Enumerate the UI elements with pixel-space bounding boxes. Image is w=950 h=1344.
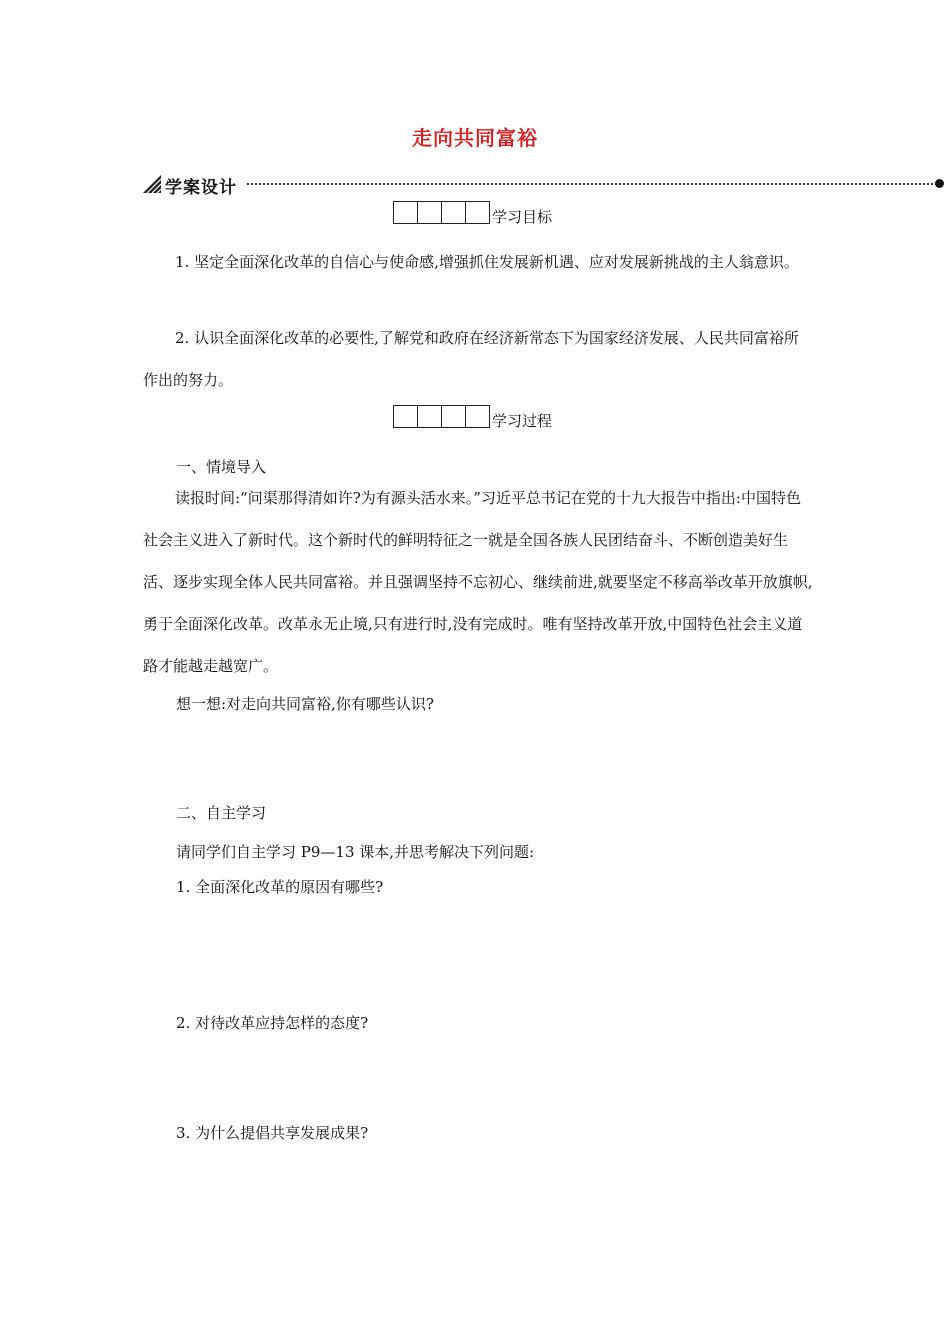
triangle-hatch-icon [143, 175, 161, 193]
self-study-intro: 请同学们自主学习 P9—13 课本,并思考解决下列问题: [176, 843, 535, 861]
objectives-heading [393, 200, 552, 224]
section-label: 学案设计 [165, 178, 237, 198]
section-header-bar [143, 172, 945, 198]
objective-item: 2. 认识全面深化改革的必要性,了解党和政府在经济新常态下为国家经济发展、人民共同富裕所作出的努力。 [143, 329, 799, 389]
heading-boxes [393, 201, 490, 224]
objective-item: 1. 坚定全面深化改革的自信心与使命感,增强抓住发展新机遇、应对发展新挑战的主人翁意识。 [175, 253, 799, 271]
question-item: 1. 全面深化改革的原因有哪些? [176, 878, 384, 896]
rule-end-dot [935, 179, 944, 188]
think-prompt: 想一想:对走向共同富裕,你有哪些认识? [176, 695, 434, 713]
part2-heading: 二、自主学习 [176, 804, 267, 822]
process-heading-text: 学习过程 [492, 412, 553, 430]
question-item: 2. 对待改革应持怎样的态度? [176, 1014, 369, 1032]
process-heading [393, 404, 552, 428]
heading-boxes [393, 405, 490, 428]
dotted-rule [247, 183, 937, 185]
reading-paragraph: 读报时间:“问渠那得清如许?为有源头活水来。”习近平总书记在党的十九大报告中指出:中国特色社会主义进入了新时代。这个新时代的鲜明特征之一就是全国各族人民团结奋斗、不断创造美好生活、逐步实现全体人民共同富裕。并且强调坚持不忘初心、继续前进,就要坚定不移高举改革开放旗帜,勇于全面深化改革。改革永无止境,只有进行时,没有完成时。唯有坚持改革开放,中国特色社会主义道路才能越走越宽广。 [143, 489, 813, 675]
question-item: 3. 为什么提倡共享发展成果? [176, 1124, 369, 1142]
objectives-heading-text: 学习目标 [492, 208, 553, 226]
document-title: 走向共同富裕 [412, 126, 538, 150]
part1-heading: 一、情境导入 [176, 458, 267, 476]
